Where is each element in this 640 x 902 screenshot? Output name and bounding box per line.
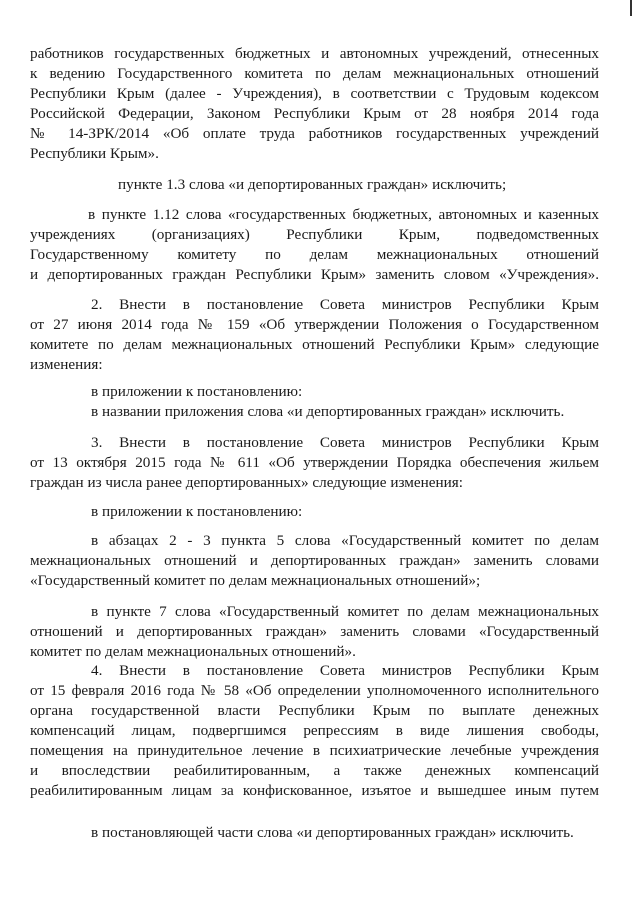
text-line: в постановляющей части слова «и депортированных граждан» исключить. (91, 824, 574, 841)
text-line: комитет по делам межнациональных отношений». (30, 643, 356, 660)
scan-margin-mark (630, 0, 632, 16)
text-line: от 15 февраля 2016 года № 58 «Об определении уполномоченного исполнительного (30, 682, 599, 699)
text-line: от 13 октября 2015 года № 611 «Об утверждении Порядка обеспечения жильем (30, 454, 599, 471)
text-line: Государственному комитету по делам межнациональных отношений (30, 246, 599, 263)
text-line: 3. Внести в постановление Совета министров Республики Крым (91, 434, 599, 451)
text-line: в названии приложения слова «и депортированных граждан» исключить. (91, 403, 565, 420)
text-line: и впоследствии реабилитированным, а также денежных компенсаций (30, 762, 599, 779)
text-line: работников государственных бюджетных и автономных учреждений, отнесенных (30, 45, 599, 62)
text-line: в абзацах 2 - 3 пункта 5 слова «Государственный комитет по делам (91, 532, 599, 549)
text-line: комитете по делам межнациональных отношений Республики Крым» следующие (30, 336, 599, 353)
text-line: «Государственный комитет по делам межнациональных отношений»; (30, 572, 481, 589)
text-line: и депортированных граждан Республики Крым» заменить словом «Учреждения». (30, 266, 599, 283)
text-line: Российской Федерации, Законом Республики Крым от 28 ноября 2014 года (30, 105, 599, 122)
text-line: помещения на принудительное лечение в психиатрические лечебные учреждения (30, 742, 599, 759)
text-line: граждан из числа ранее депортированных» следующие изменения: (30, 474, 463, 491)
text-line: учреждениях (организациях) Республики Крым, подведомственных (30, 226, 599, 243)
text-line: в пункте 1.12 слова «государственных бюджетных, автономных и казенных (88, 206, 599, 223)
text-line: отношений и депортированных граждан» заменить словами «Государственный (30, 623, 599, 640)
text-line: к ведению Государственного комитета по делам межнациональных отношений (30, 65, 599, 82)
text-line: № 14-ЗРК/2014 «Об оплате труда работников государственных учреждений (30, 125, 599, 142)
text-line: 4. Внести в постановление Совета министров Республики Крым (91, 662, 599, 679)
text-line: компенсаций лицам, подвергшимся репрессиям в виде лишения свободы, (30, 722, 599, 739)
text-line: реабилитированным лицам за конфискованное, изъятое и вышедшее иным путем (30, 782, 599, 799)
text-line: в приложении к постановлению: (91, 383, 303, 400)
text-line: Республики Крым». (30, 145, 159, 162)
text-line: 2. Внести в постановление Совета министров Республики Крым (91, 296, 599, 313)
text-line: Республики Крым (далее - Учреждения), в соответствии с Трудовым кодексом (30, 85, 599, 102)
text-line: межнациональных отношений и депортированных граждан» заменить словами (30, 552, 599, 569)
text-line: от 27 июня 2014 года № 159 «Об утверждении Положения о Государственном (30, 316, 599, 333)
text-line: пункте 1.3 слова «и депортированных граждан» исключить; (118, 176, 507, 193)
text-line: в приложении к постановлению: (91, 503, 303, 520)
text-line: в пункте 7 слова «Государственный комитет по делам межнациональных (91, 603, 599, 620)
text-line: изменения: (30, 356, 103, 373)
text-line: органа государственной власти Республики Крым по выплате денежных (30, 702, 599, 719)
